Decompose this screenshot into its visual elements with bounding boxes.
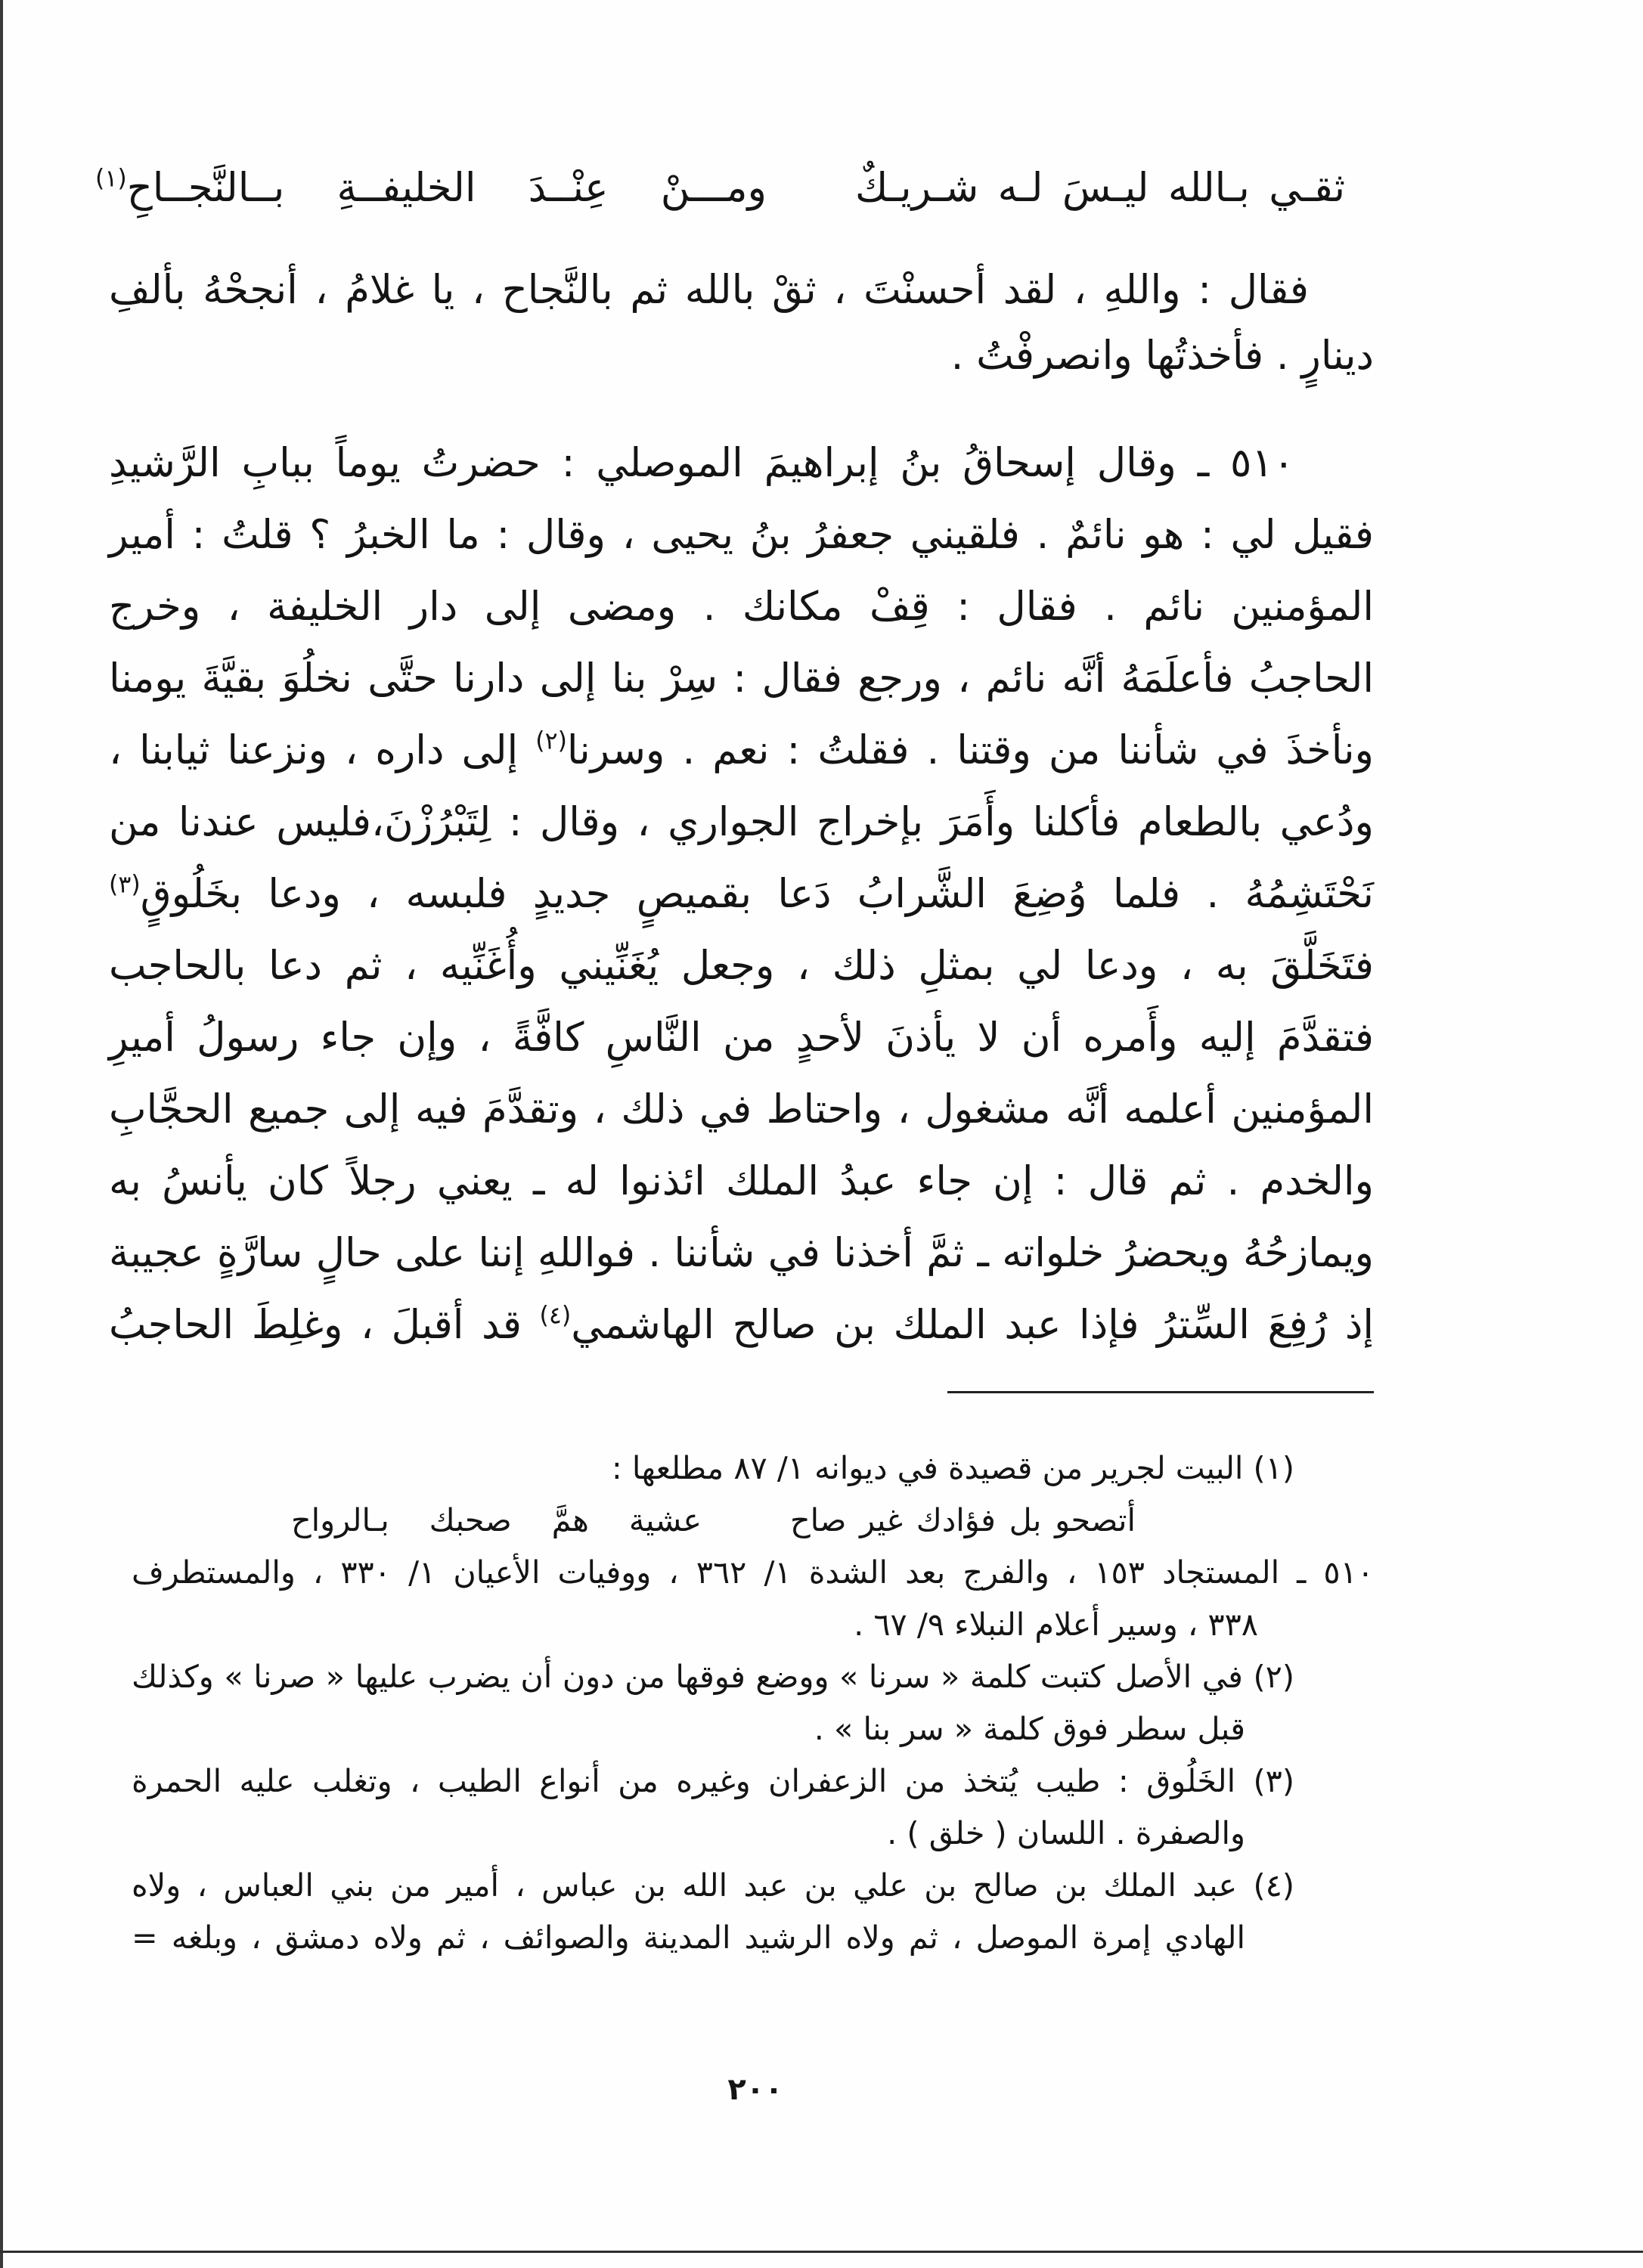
line-text: والخدم . ثم قال : إن جاء عبدُ الملك ائذنوا له ـ يعني رجلاً كان يأنسُ به (109, 1158, 1374, 1204)
line-text: ويمازحُهُ ويحضرُ خلواته ـ ثمَّ أخذنا في شأننا . فواللهِ إننا على حالٍ سارَّةٍ عجيبة (109, 1230, 1374, 1276)
line-content (612, 1442, 1294, 1495)
body-line (107, 714, 1374, 786)
verse-first-hemistich (854, 152, 1345, 225)
line-content (109, 786, 1374, 858)
line-text: نَحْتَشِمُهُ . فلما وُضِعَ الشَّرابُ دَعا بقميصٍ جديدٍ فلبسه ، ودعا بخَلُوقٍ (140, 871, 1374, 917)
footnote-text: عبد الملك بن صالح بن علي بن عبد الله بن عباس ، أمير من بني العباس ، ولاه (132, 1867, 1238, 1904)
line-text: إذ رُفِعَ السِّترُ فإذا عبد الملك بن صالح الهاشمي (571, 1302, 1374, 1348)
line-content (887, 1808, 1245, 1860)
body-line (107, 858, 1374, 930)
line-content (854, 1599, 1258, 1651)
hemistich-text: ومـــنْ عِنْــدَ الخليفــةِ بــالنَّجــاحِ (126, 165, 767, 211)
footnote-1 (130, 1442, 1374, 1495)
body-line (107, 786, 1374, 858)
footnote-2-continuation (130, 1703, 1374, 1755)
line-text: وقال إسحاقُ بنُ إبراهيمَ الموصلي : حضرتُ يوماً ببابِ الرَّشيدِ (109, 440, 1176, 486)
line-text: فقال : واللهِ ، لقد أحسنْتَ ، ثقْ بالله ثم بالنَّجاح ، يا غلامُ ، أنجحْهُ بألفِ (109, 267, 1309, 313)
footnote-marker: (١) (1253, 1450, 1294, 1486)
line-text: دينارٍ . فأخذتُها وانصرفْتُ . (950, 333, 1374, 379)
hemistich-text: عشية همَّ صحبك بـالرواح (291, 1502, 702, 1538)
footnote-ref: (٤) (539, 1302, 572, 1330)
entry-510-paragraph (107, 427, 1374, 1361)
line-text: المؤمنين نائم . فقال : قِفْ مكانك . ومضى إلى دار الخليفة ، وخرج (109, 584, 1374, 630)
narrative-paragraph (107, 257, 1374, 389)
footnote-4 (130, 1860, 1374, 1912)
line-text: الحاجبُ فأعلَمَهُ أنَّه نائم ، ورجع فقال : سِرْ بنا إلى دارنا حتَّى نخلُوَ بقيَّةَ يومنا (109, 655, 1374, 702)
footnote-text: البيت لجرير من قصيدة في ديوانه ١/ ٨٧ مطلعها : (611, 1450, 1244, 1486)
line-content (109, 643, 1374, 714)
line-content (291, 1495, 702, 1547)
line-text: فتقدَّمَ إليه وأَمره أن لا يأذنَ لأحدٍ من النَّاسِ كافَّةً ، وإن جاء رسولُ أميرِ (109, 1015, 1374, 1061)
footnote-510 (130, 1547, 1374, 1599)
line-text: المؤمنين أعلمه أنَّه مشغول ، واحتاط في ذلك ، وتقدَّمَ فيه إلى جميع الحجَّابِ (109, 1086, 1374, 1132)
body-line (107, 643, 1374, 714)
footnote-text: الخَلُوق : طيب يُتخذ من الزعفران وغيره من أنواع الطيب ، وتغلب عليه الحمرة (132, 1763, 1236, 1799)
footnote-verse-second-hemistich (290, 1495, 702, 1547)
body-line (107, 427, 1374, 499)
footnote-text: المستجاد ١٥٣ ، والفرج بعد الشدة ١/ ٣٦٢ ، ووفيات الأعيان ١/ ٣٣٠ ، والمستطرف (131, 1554, 1280, 1591)
footnote-2 (130, 1651, 1374, 1703)
line-text: فتَخَلَّقَ به ، ودعا لي بمثلِ ذلك ، وجعل يُغَنِّيني وأُغَنِّيه ، ثم دعا بالحاجب (109, 943, 1374, 989)
footnote-text: والصفرة . اللسان ( خلق ) . (887, 1815, 1245, 1851)
footnote-marker: (٤) (1253, 1867, 1294, 1904)
line-content (132, 1912, 1245, 1964)
line-content (109, 1002, 1374, 1074)
hemistich-text: أتصحو بل فؤادك غير صاح (790, 1502, 1136, 1538)
line-content (109, 930, 1374, 1002)
body-line (107, 1145, 1374, 1217)
body-line (107, 1074, 1374, 1145)
footnotes (130, 1442, 1374, 1964)
footnote-3-continuation (130, 1808, 1374, 1860)
footnote-marker: ٥١٠ ـ (1297, 1554, 1374, 1591)
entry-number: ٥١٠ ـ (1197, 440, 1294, 486)
line-text: ونأخذَ في شأننا من وقتنا . فقلتُ : نعم . وسرنا (566, 727, 1374, 773)
line-text: ودُعي بالطعام فأكلنا وأَمَرَ بإخراج الجواري ، وقال : لِتَبْرُزْنَ،فليس عندنا من (109, 799, 1374, 845)
body-line (107, 930, 1374, 1002)
line-text: إلى داره ، ونزعنا ثيابنا ، (109, 727, 519, 773)
line-content (855, 152, 1345, 225)
footnote-1-verse (130, 1495, 1374, 1547)
line-content (109, 1217, 1374, 1289)
footnote-4-continuation (130, 1912, 1374, 1964)
footnote-text: الهادي إمرة الموصل ، ثم ولاه الرشيد المدينة والصوائف ، ثم ولاه دمشق ، وبلغه = (132, 1919, 1245, 1956)
verse-second-hemistich (94, 152, 767, 225)
line-content (814, 1703, 1245, 1755)
line-content (132, 1755, 1294, 1808)
page-number: ٢٠٠ (727, 2072, 783, 2107)
body-line (107, 499, 1374, 571)
footnote-marker: (٢) (1253, 1659, 1294, 1695)
footnote-3 (130, 1755, 1374, 1808)
body-line (107, 1217, 1374, 1289)
line-content (109, 1289, 1374, 1361)
line-text: قد أقبلَ ، وغلِطَ الحاجبُ (109, 1302, 522, 1348)
footnote-marker: (٣) (1253, 1763, 1294, 1799)
footnote-ref: (٣) (109, 871, 141, 899)
line-content (951, 323, 1374, 389)
body-line (107, 1002, 1374, 1074)
footnote-separator (947, 1391, 1374, 1393)
line-content (109, 714, 1374, 786)
footnote-ref: (١) (95, 165, 127, 193)
footnote-text: في الأصل كتبت كلمة « سرنا » ووضع فوقها من دون أن يضرب عليها « صرنا » وكذلك (132, 1659, 1243, 1695)
hemistich-text: ثقـي بـالله ليـسَ لـه شـريـكٌ (855, 165, 1345, 211)
line-content (109, 1074, 1374, 1145)
body-line (107, 257, 1374, 323)
footnote-510-continuation (130, 1599, 1374, 1651)
footnote-ref: (٢) (535, 727, 567, 755)
line-content (109, 1145, 1374, 1217)
line-content (95, 152, 767, 225)
footnote-text: ٣٣٨ ، وسير أعلام النبلاء ٩/ ٦٧ . (854, 1606, 1258, 1643)
line-content (132, 1547, 1374, 1599)
line-content (109, 257, 1309, 323)
line-content (109, 499, 1374, 571)
footnote-verse-first-hemistich (789, 1495, 1136, 1547)
line-content (109, 858, 1374, 930)
line-text: فقيل لي : هو نائمٌ . فلقيني جعفرُ بنُ يحيى ، وقال : ما الخبرُ ؟ قلتُ : أمير (109, 512, 1374, 558)
scan-edge-bottom (0, 2251, 1643, 2253)
footnote-text: قبل سطر فوق كلمة « سر بنا » . (814, 1711, 1245, 1747)
body-line (107, 323, 1374, 389)
line-content (132, 1860, 1294, 1912)
line-content (109, 427, 1294, 499)
line-content (132, 1651, 1294, 1703)
line-content (109, 571, 1374, 643)
body-line (107, 571, 1374, 643)
body-line (107, 1289, 1374, 1361)
scan-edge-left (0, 0, 3, 2268)
line-content (790, 1495, 1136, 1547)
